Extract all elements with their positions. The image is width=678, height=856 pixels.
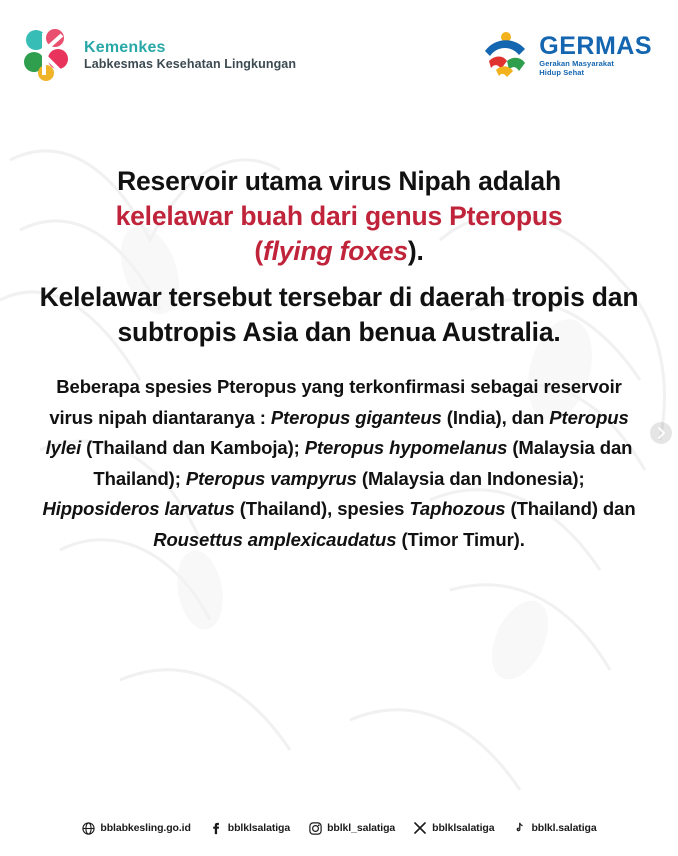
body-text-run: (Malaysia dan Thailand); [93,437,633,489]
social-handle: bblklsalatiga [432,822,495,834]
headline-latin-term: flying foxes [262,236,408,267]
social-handle: bblabkesling.go.id [100,822,191,834]
species-name: Taphozous [409,498,506,520]
social-facebook[interactable] [209,821,290,835]
content-area [0,92,678,555]
instagram-icon [308,821,322,835]
kemenkes-branding [22,29,296,81]
social-handle: bblkl.salatiga [531,822,597,834]
body-text-run: (Malaysia dan Indonesia); [356,467,585,489]
x-twitter-icon [413,821,427,835]
species-name: Pteropus hypomelanus [304,437,508,459]
footer-social-bar [0,800,678,856]
species-name: Pteropus vampyrus [185,467,357,489]
social-instagram[interactable] [308,821,395,835]
headline-highlight: kelelawar buah dari genus Pteropus [115,201,563,232]
body-text-run: (Timor Timur). [396,528,525,550]
germas-branding [479,31,652,79]
social-handle: bblkl_salatiga [327,822,396,834]
species-name: Pteropus giganteus [270,406,442,428]
germas-subtitle-line1: Gerakan Masyarakat [539,58,615,68]
body-text-run: Beberapa spesies Pteropus yang terkonfirmasi sebagai reservoir virus nipah diantaranya : [49,376,622,428]
kemenkes-logo-icon [22,29,74,81]
species-name: Rousettus amplexicaudatus [153,528,397,550]
tiktok-icon [512,821,526,835]
body-paragraph [34,372,644,555]
chevron-right-icon [657,427,666,439]
headline-secondary: Kelelawar tersebut tersebar di daerah tropis dan subtropis Asia dan benua Australia. [39,281,639,347]
facebook-icon [209,821,223,835]
carousel-next-button[interactable] [650,422,672,444]
germas-subtitle-line2: Hidup Sehat [539,68,585,78]
headline [34,164,644,270]
species-name: Hipposideros larvatus [42,498,235,520]
body-text-run: (Thailand) dan [505,498,636,520]
body-text-run: (Thailand), spesies [234,498,410,520]
social-x-twitter[interactable] [413,821,494,835]
body-text-run: (Thailand dan Kamboja); [81,437,305,459]
kemenkes-title: Kemenkes [84,38,166,56]
germas-logo-icon [479,31,531,79]
social-handle: bblklsalatiga [227,822,291,834]
germas-title: GERMAS [539,31,652,60]
social-tiktok[interactable] [512,821,596,835]
social-website[interactable] [81,821,190,835]
globe-icon [81,821,95,835]
headline-paren-open: ( [254,236,263,267]
header [0,0,678,92]
body-text-run: (India), dan [441,406,550,428]
headline-line1: Reservoir utama virus Nipah adalah [117,166,561,196]
kemenkes-subtitle: Labkesmas Kesehatan Lingkungan [84,57,297,71]
species-name: Pteropus lylei [45,406,629,459]
headline-paren-close: ). [407,236,424,267]
